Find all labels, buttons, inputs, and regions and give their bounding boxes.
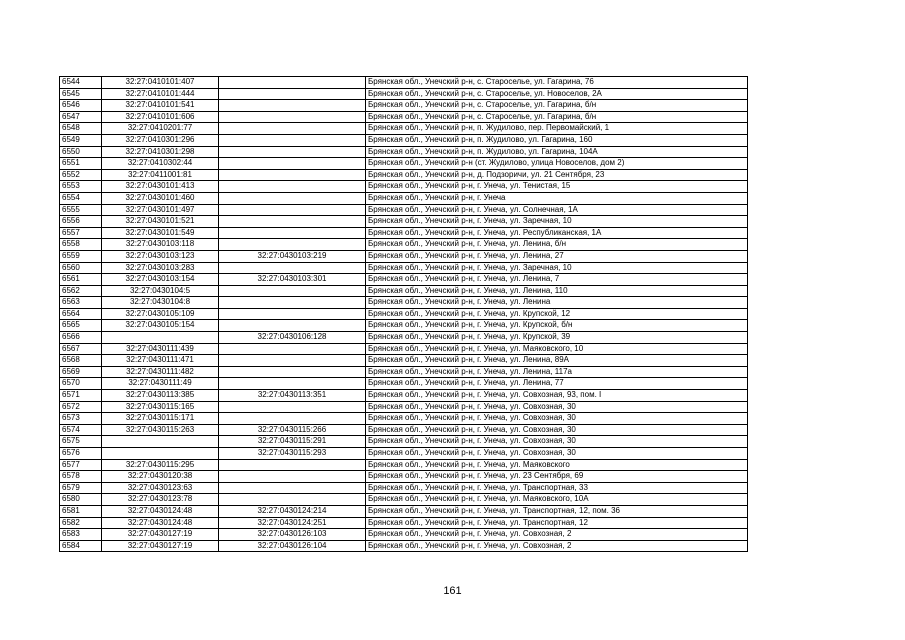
cadastral-number-cell: 32:27:0430105:154 — [102, 320, 219, 332]
address-cell: Брянская обл., Унечский р-н, с. Староселье, ул. Гагарина, б/н — [366, 100, 748, 112]
cadastral-number-cell: 32:27:0430123:63 — [102, 482, 219, 494]
cadastral-number-cell: 32:27:0410101:606 — [102, 111, 219, 123]
table-row — [60, 239, 748, 251]
page-number: 161 — [443, 585, 462, 597]
row-number-cell: 6571 — [60, 390, 102, 402]
row-number-cell: 6565 — [60, 320, 102, 332]
table-row — [60, 308, 748, 320]
cadastral-number-cell: 32:27:0430103:154 — [102, 274, 219, 286]
related-cadastral-number-cell — [219, 459, 366, 471]
table-row — [60, 227, 748, 239]
address-cell: Брянская обл., Унечский р-н, с. Староселье, ул. Гагарина, б/н — [366, 111, 748, 123]
related-cadastral-number-cell: 32:27:0430103:219 — [219, 250, 366, 262]
related-cadastral-number-cell — [219, 216, 366, 228]
address-cell: Брянская обл., Унечский р-н, г. Унеча, ул. Транспортная, 33 — [366, 482, 748, 494]
row-number-cell: 6583 — [60, 529, 102, 541]
row-number-cell: 6581 — [60, 505, 102, 517]
row-number-cell: 6563 — [60, 297, 102, 309]
row-number-cell: 6562 — [60, 285, 102, 297]
address-cell: Брянская обл., Унечский р-н, г. Унеча, ул. Совхозная, 30 — [366, 448, 748, 460]
cadastral-number-cell: 32:27:0430123:78 — [102, 494, 219, 506]
table-row — [60, 413, 748, 425]
related-cadastral-number-cell — [219, 285, 366, 297]
address-cell: Брянская обл., Унечский р-н, г. Унеча, ул. Ленина, 89А — [366, 355, 748, 367]
related-cadastral-number-cell — [219, 494, 366, 506]
address-cell: Брянская обл., Унечский р-н, г. Унеча — [366, 192, 748, 204]
cadastral-number-cell: 32:27:0430113:385 — [102, 390, 219, 402]
row-number-cell: 6569 — [60, 366, 102, 378]
address-cell: Брянская обл., Унечский р-н, г. Унеча, ул. Маяковского, 10 — [366, 343, 748, 355]
row-number-cell: 6573 — [60, 413, 102, 425]
cadastral-number-cell: 32:27:0430111:439 — [102, 343, 219, 355]
row-number-cell: 6579 — [60, 482, 102, 494]
address-cell: Брянская обл., Унечский р-н, г. Унеча, ул. Тенистая, 15 — [366, 181, 748, 193]
cadastral-number-cell: 32:27:0430103:283 — [102, 262, 219, 274]
row-number-cell: 6582 — [60, 517, 102, 529]
address-cell: Брянская обл., Унечский р-н, п. Жудилово, ул. Гагарина, 160 — [366, 134, 748, 146]
table-row — [60, 424, 748, 436]
table-row — [60, 436, 748, 448]
cadastral-number-cell: 32:27:0430104:5 — [102, 285, 219, 297]
related-cadastral-number-cell — [219, 401, 366, 413]
table-row — [60, 448, 748, 460]
address-cell: Брянская обл., Унечский р-н, г. Унеча, ул. 23 Сентября, 69 — [366, 471, 748, 483]
table-row — [60, 320, 748, 332]
cadastral-number-cell — [102, 332, 219, 344]
table-row — [60, 123, 748, 135]
table-row — [60, 158, 748, 170]
cadastral-number-cell: 32:27:0410301:298 — [102, 146, 219, 158]
address-cell: Брянская обл., Унечский р-н, г. Унеча, ул. Совхозная, 30 — [366, 436, 748, 448]
related-cadastral-number-cell — [219, 308, 366, 320]
address-cell: Брянская обл., Унечский р-н, г. Унеча, ул. Республиканская, 1А — [366, 227, 748, 239]
address-cell: Брянская обл., Унечский р-н, г. Унеча, ул. Ленина, 110 — [366, 285, 748, 297]
row-number-cell: 6546 — [60, 100, 102, 112]
table-row — [60, 262, 748, 274]
related-cadastral-number-cell — [219, 100, 366, 112]
cadastral-number-cell: 32:27:0430105:109 — [102, 308, 219, 320]
row-number-cell: 6561 — [60, 274, 102, 286]
related-cadastral-number-cell — [219, 355, 366, 367]
table-row — [60, 285, 748, 297]
address-cell: Брянская обл., Унечский р-н, г. Унеча, ул. Ленина, 77 — [366, 378, 748, 390]
cadastral-number-cell: 32:27:0430115:295 — [102, 459, 219, 471]
related-cadastral-number-cell — [219, 262, 366, 274]
address-cell: Брянская обл., Унечский р-н, с. Староселье, ул. Гагарина, 76 — [366, 77, 748, 89]
related-cadastral-number-cell — [219, 169, 366, 181]
table-row — [60, 355, 748, 367]
property-register-table — [59, 76, 748, 552]
row-number-cell: 6580 — [60, 494, 102, 506]
cadastral-number-cell: 32:27:0430120:38 — [102, 471, 219, 483]
row-number-cell: 6578 — [60, 471, 102, 483]
cadastral-number-cell: 32:27:0430104:8 — [102, 297, 219, 309]
related-cadastral-number-cell — [219, 204, 366, 216]
row-number-cell: 6555 — [60, 204, 102, 216]
table-row — [60, 390, 748, 402]
row-number-cell: 6557 — [60, 227, 102, 239]
related-cadastral-number-cell — [219, 343, 366, 355]
address-cell: Брянская обл., Унечский р-н, г. Унеча, ул. Ленина, б/н — [366, 239, 748, 251]
address-cell: Брянская обл., Унечский р-н, г. Унеча, ул. Заречная, 10 — [366, 262, 748, 274]
row-number-cell: 6574 — [60, 424, 102, 436]
related-cadastral-number-cell — [219, 77, 366, 89]
cadastral-number-cell: 32:27:0410101:444 — [102, 88, 219, 100]
table-row — [60, 494, 748, 506]
address-cell: Брянская обл., Унечский р-н, п. Жудилово, ул. Гагарина, 104А — [366, 146, 748, 158]
cadastral-number-cell: 32:27:0430115:165 — [102, 401, 219, 413]
related-cadastral-number-cell — [219, 378, 366, 390]
cadastral-number-cell: 32:27:0410301:296 — [102, 134, 219, 146]
table-row — [60, 181, 748, 193]
cadastral-number-cell: 32:27:0410302:44 — [102, 158, 219, 170]
table-row — [60, 482, 748, 494]
row-number-cell: 6544 — [60, 77, 102, 89]
address-cell: Брянская обл., Унечский р-н, г. Унеча, ул. Солнечная, 1А — [366, 204, 748, 216]
row-number-cell: 6558 — [60, 239, 102, 251]
cadastral-number-cell: 32:27:0430101:549 — [102, 227, 219, 239]
related-cadastral-number-cell — [219, 297, 366, 309]
row-number-cell: 6548 — [60, 123, 102, 135]
related-cadastral-number-cell: 32:27:0430126:103 — [219, 529, 366, 541]
related-cadastral-number-cell: 32:27:0430124:214 — [219, 505, 366, 517]
cadastral-number-cell: 32:27:0430103:123 — [102, 250, 219, 262]
cadastral-number-cell: 32:27:0430115:263 — [102, 424, 219, 436]
related-cadastral-number-cell — [219, 320, 366, 332]
row-number-cell: 6572 — [60, 401, 102, 413]
address-cell: Брянская обл., Унечский р-н (ст. Жудилово, улица Новоселов, дом 2) — [366, 158, 748, 170]
related-cadastral-number-cell: 32:27:0430124:251 — [219, 517, 366, 529]
table-row — [60, 204, 748, 216]
cadastral-number-cell: 32:27:0430101:497 — [102, 204, 219, 216]
address-cell: Брянская обл., Унечский р-н, г. Унеча, ул. Заречная, 10 — [366, 216, 748, 228]
cadastral-number-cell: 32:27:0430111:49 — [102, 378, 219, 390]
row-number-cell: 6576 — [60, 448, 102, 460]
related-cadastral-number-cell: 32:27:0430126:104 — [219, 540, 366, 552]
related-cadastral-number-cell — [219, 366, 366, 378]
row-number-cell: 6549 — [60, 134, 102, 146]
table-row — [60, 88, 748, 100]
address-cell: Брянская обл., Унечский р-н, г. Унеча, ул. Крупской, б/н — [366, 320, 748, 332]
address-cell: Брянская обл., Унечский р-н, г. Унеча, ул. Маяковского — [366, 459, 748, 471]
cadastral-number-cell: 32:27:0411001:81 — [102, 169, 219, 181]
table-row — [60, 297, 748, 309]
row-number-cell: 6552 — [60, 169, 102, 181]
table-row — [60, 274, 748, 286]
address-cell: Брянская обл., Унечский р-н, д. Подзоричи, ул. 21 Сентября, 23 — [366, 169, 748, 181]
address-cell: Брянская обл., Унечский р-н, г. Унеча, ул. Ленина, 117а — [366, 366, 748, 378]
table-row — [60, 250, 748, 262]
address-cell: Брянская обл., Унечский р-н, г. Унеча, ул. Ленина, 7 — [366, 274, 748, 286]
cadastral-number-cell — [102, 436, 219, 448]
address-cell: Брянская обл., Унечский р-н, г. Унеча, ул. Совхозная, 30 — [366, 424, 748, 436]
table-row — [60, 505, 748, 517]
table-row — [60, 111, 748, 123]
row-number-cell: 6567 — [60, 343, 102, 355]
address-cell: Брянская обл., Унечский р-н, г. Унеча, ул. Крупской, 12 — [366, 308, 748, 320]
table-row — [60, 192, 748, 204]
cadastral-number-cell: 32:27:0410201:77 — [102, 123, 219, 135]
address-cell: Брянская обл., Унечский р-н, г. Унеча, ул. Маяковского, 10А — [366, 494, 748, 506]
row-number-cell: 6568 — [60, 355, 102, 367]
table-row — [60, 366, 748, 378]
cadastral-number-cell: 32:27:0430111:482 — [102, 366, 219, 378]
address-cell: Брянская обл., Унечский р-н, г. Унеча, ул. Крупской, 39 — [366, 332, 748, 344]
row-number-cell: 6545 — [60, 88, 102, 100]
table-row — [60, 471, 748, 483]
related-cadastral-number-cell — [219, 88, 366, 100]
row-number-cell: 6566 — [60, 332, 102, 344]
table-row — [60, 378, 748, 390]
address-cell: Брянская обл., Унечский р-н, п. Жудилово, пер. Первомайский, 1 — [366, 123, 748, 135]
related-cadastral-number-cell — [219, 123, 366, 135]
table-row — [60, 100, 748, 112]
table-row — [60, 146, 748, 158]
cadastral-number-cell: 32:27:0430115:171 — [102, 413, 219, 425]
related-cadastral-number-cell: 32:27:0430106:128 — [219, 332, 366, 344]
cadastral-number-cell: 32:27:0430124:48 — [102, 505, 219, 517]
address-cell: Брянская обл., Унечский р-н, г. Унеча, ул. Совхозная, 2 — [366, 529, 748, 541]
address-cell: Брянская обл., Унечский р-н, с. Староселье, ул. Новоселов, 2А — [366, 88, 748, 100]
cadastral-number-cell: 32:27:0430127:19 — [102, 529, 219, 541]
table-row — [60, 216, 748, 228]
cadastral-number-cell: 32:27:0430111:471 — [102, 355, 219, 367]
row-number-cell: 6575 — [60, 436, 102, 448]
cadastral-number-cell: 32:27:0410101:541 — [102, 100, 219, 112]
row-number-cell: 6577 — [60, 459, 102, 471]
related-cadastral-number-cell — [219, 111, 366, 123]
address-cell: Брянская обл., Унечский р-н, г. Унеча, ул. Совхозная, 93, пом. I — [366, 390, 748, 402]
cadastral-number-cell: 32:27:0430103:118 — [102, 239, 219, 251]
row-number-cell: 6547 — [60, 111, 102, 123]
register-table-body — [60, 77, 748, 552]
table-row — [60, 169, 748, 181]
row-number-cell: 6553 — [60, 181, 102, 193]
row-number-cell: 6559 — [60, 250, 102, 262]
cadastral-number-cell: 32:27:0430101:413 — [102, 181, 219, 193]
cadastral-number-cell: 32:27:0430101:521 — [102, 216, 219, 228]
related-cadastral-number-cell: 32:27:0430115:291 — [219, 436, 366, 448]
address-cell: Брянская обл., Унечский р-н, г. Унеча, ул. Совхозная, 2 — [366, 540, 748, 552]
table-row — [60, 517, 748, 529]
related-cadastral-number-cell — [219, 134, 366, 146]
related-cadastral-number-cell: 32:27:0430115:293 — [219, 448, 366, 460]
address-cell: Брянская обл., Унечский р-н, г. Унеча, ул. Совхозная, 30 — [366, 401, 748, 413]
row-number-cell: 6584 — [60, 540, 102, 552]
row-number-cell: 6554 — [60, 192, 102, 204]
related-cadastral-number-cell: 32:27:0430113:351 — [219, 390, 366, 402]
table-row — [60, 332, 748, 344]
row-number-cell: 6550 — [60, 146, 102, 158]
table-row — [60, 134, 748, 146]
table-row — [60, 77, 748, 89]
address-cell: Брянская обл., Унечский р-н, г. Унеча, ул. Ленина, 27 — [366, 250, 748, 262]
row-number-cell: 6560 — [60, 262, 102, 274]
address-cell: Брянская обл., Унечский р-н, г. Унеча, ул. Транспортная, 12, пом. 36 — [366, 505, 748, 517]
row-number-cell: 6551 — [60, 158, 102, 170]
cadastral-number-cell: 32:27:0430127:19 — [102, 540, 219, 552]
cadastral-number-cell: 32:27:0430101:460 — [102, 192, 219, 204]
row-number-cell: 6564 — [60, 308, 102, 320]
table-row — [60, 343, 748, 355]
row-number-cell: 6570 — [60, 378, 102, 390]
related-cadastral-number-cell — [219, 482, 366, 494]
table-row — [60, 401, 748, 413]
related-cadastral-number-cell — [219, 227, 366, 239]
table-row — [60, 529, 748, 541]
address-cell: Брянская обл., Унечский р-н, г. Унеча, ул. Транспортная, 12 — [366, 517, 748, 529]
cadastral-number-cell: 32:27:0430124:48 — [102, 517, 219, 529]
related-cadastral-number-cell — [219, 158, 366, 170]
table-row — [60, 540, 748, 552]
cadastral-number-cell — [102, 448, 219, 460]
related-cadastral-number-cell — [219, 239, 366, 251]
table-row — [60, 459, 748, 471]
related-cadastral-number-cell: 32:27:0430103:301 — [219, 274, 366, 286]
related-cadastral-number-cell — [219, 146, 366, 158]
related-cadastral-number-cell — [219, 181, 366, 193]
cadastral-number-cell: 32:27:0410101:407 — [102, 77, 219, 89]
row-number-cell: 6556 — [60, 216, 102, 228]
address-cell: Брянская обл., Унечский р-н, г. Унеча, ул. Совхозная, 30 — [366, 413, 748, 425]
related-cadastral-number-cell — [219, 413, 366, 425]
related-cadastral-number-cell — [219, 471, 366, 483]
address-cell: Брянская обл., Унечский р-н, г. Унеча, ул. Ленина — [366, 297, 748, 309]
related-cadastral-number-cell — [219, 192, 366, 204]
related-cadastral-number-cell: 32:27:0430115:266 — [219, 424, 366, 436]
